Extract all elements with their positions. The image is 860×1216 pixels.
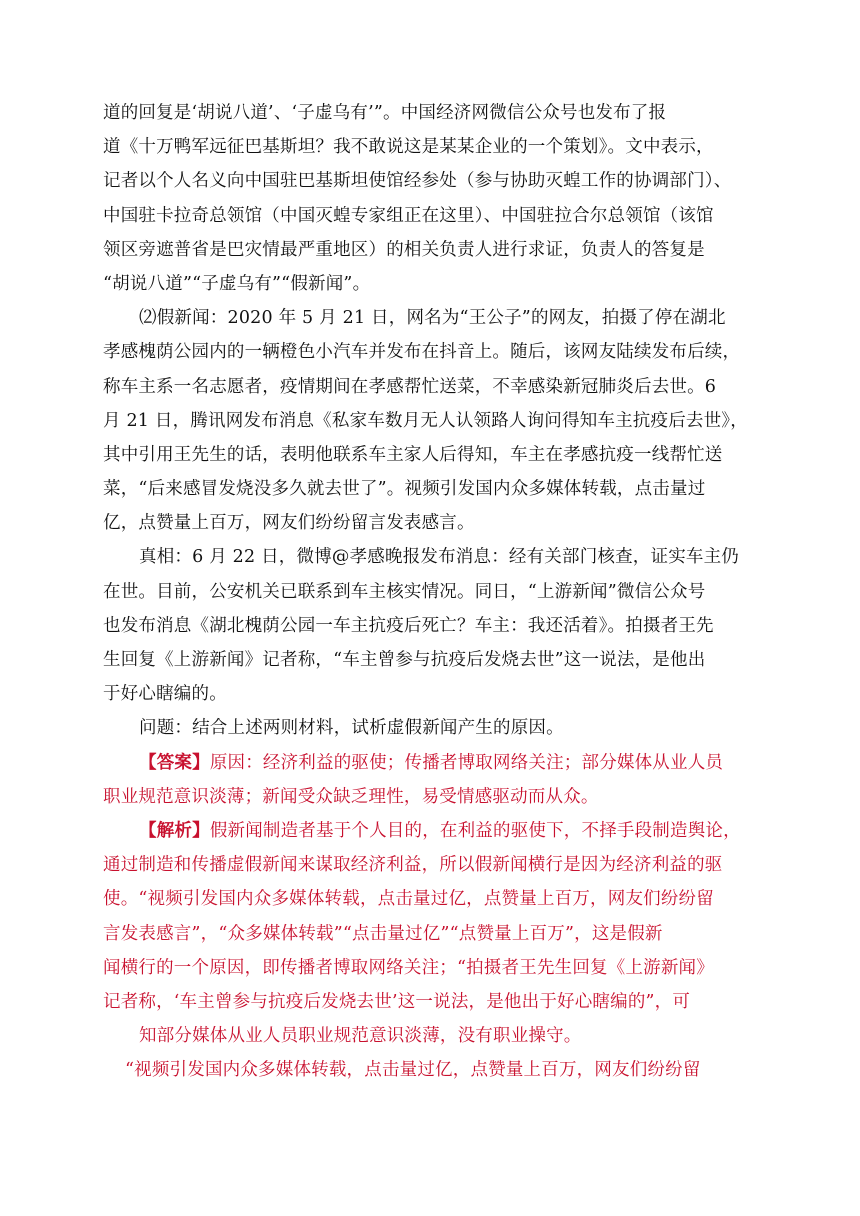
text-line: 在世。目前，公安机关已联系到车主核实情况。同日，“上游新闻”微信公众号 [103, 581, 706, 602]
question-line: 问题：结合上述两则材料，试析虚假新闻产生的原因。 [139, 718, 564, 739]
text-line: ⑵假新闻：2020 年 5 月 21 日，网名为“王公子”的网友，拍摄了停在湖北 [139, 308, 726, 329]
analysis-line: 使。“视频引发国内众多媒体转载，点击量过亿，点赞量上百万，网友们纷纷留 [103, 889, 714, 910]
document-body [103, 96, 748, 1087]
text-line: 称车主系一名志愿者，疫情期间在孝感帮忙送菜，不幸感染新冠肺炎后去世。6 [103, 376, 717, 397]
answer-line [103, 746, 743, 780]
analysis-line: 知部分媒体从业人员职业规范意识淡薄，没有职业操守。 [139, 1026, 582, 1047]
answer-line: 职业规范意识淡薄；新闻受众缺乏理性，易受情感驱动而从众。 [103, 786, 599, 807]
text-line: 其中引用王先生的话，表明他联系车主家人后得知，车主在孝感抗疫一线帮忙送 [103, 444, 723, 465]
text-line: 中国驻卡拉奇总领馆（中国灭蝗专家组正在这里）、中国驻拉合尔总领馆（该馆 [103, 205, 714, 226]
text-line: 真相：6 月 22 日，微博@孝感晚报发布消息：经有关部门核查，证实车主仍 [139, 547, 739, 568]
analysis-line: “视频引发国内众多媒体转载，点击量过亿，点赞量上百万，网友们纷纷留 [125, 1060, 701, 1081]
text-line: 月 21 日，腾讯网发布消息《私家车数月无人认领路人询问得知车主抗疫后去世》， [103, 410, 748, 431]
text-line: 领区旁遮普省是巴灾情最严重地区）的相关负责人进行求证，负责人的答复是 [103, 239, 705, 260]
analysis-line: 通过制造和传播虚假新闻来谋取经济利益，所以假新闻横行是因为经济利益的驱 [103, 855, 723, 876]
text-line: 道的回复是‘胡说八道’、‘子虚乌有’”。中国经济网微信公众号也发布了报 [103, 103, 667, 123]
analysis-line [103, 814, 743, 848]
text-line: 孝感槐荫公园内的一辆橙色小汽车并发布在抖音上。随后，该网友陆续发布后续， [103, 342, 741, 363]
analysis-text: 假新闻制造者基于个人目的，在利益的驱使下，不择手段制造舆论， [209, 820, 741, 841]
answer-text: 原因：经济利益的驱使；传播者博取网络关注；部分媒体从业人员 [209, 752, 724, 773]
answer-tag: 【答案】 [139, 752, 210, 773]
text-line: 也发布消息《湖北槐荫公园一车主抗疫后死亡？车主：我还活着》。拍摄者王先 [103, 615, 714, 636]
text-line: 菜，“后来感冒发烧没多久就去世了”。视频引发国内众多媒体转载，点击量过 [103, 479, 706, 500]
text-line: 于好心瞎编的。 [103, 684, 227, 705]
analysis-line: 记者称，‘车主曾参与抗疫后发烧去世’这一说法，是他出于好心瞎编的”，可 [103, 991, 691, 1012]
text-line: “胡说八道”“子虚乌有”“假新闻”。 [103, 273, 371, 294]
text-line: 记者以个人名义向中国驻巴基斯坦使馆经参处（参与协助灭蝗工作的协调部门）、 [103, 171, 732, 192]
analysis-tag: 【解析】 [139, 820, 210, 841]
text-line: 生回复《上游新闻》记者称，“车主曾参与抗疫后发烧去世”这一说法，是他出 [103, 650, 706, 670]
analysis-line: 闻横行的一个原因，即传播者博取网络关注；“拍摄者王先生回复《上游新闻》 [103, 957, 714, 978]
text-line: 道《十万鸭军远征巴基斯坦？我不敢说这是某某企业的一个策划》。文中表示， [103, 137, 714, 158]
text-line: 亿，点赞量上百万，网友们纷纷留言发表感言。 [103, 513, 475, 534]
analysis-line: 言发表感言”，“众多媒体转载”“点击量过亿”“点赞量上百万”，这是假新 [103, 923, 663, 944]
